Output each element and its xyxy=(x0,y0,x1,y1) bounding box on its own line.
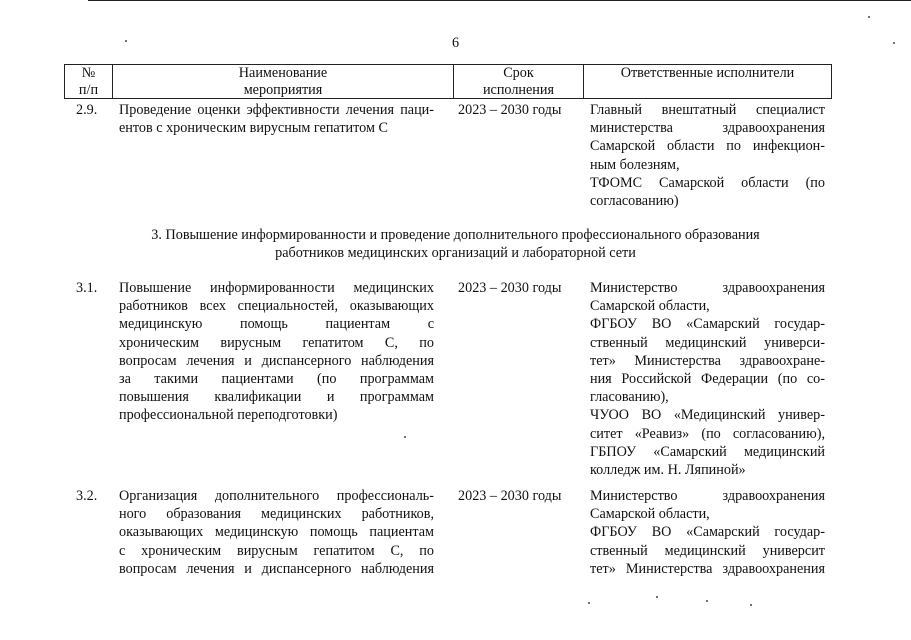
top-border-line xyxy=(88,0,911,1)
scan-speck xyxy=(868,16,870,18)
header-col-responsible: Ответственные исполнители xyxy=(584,65,832,99)
header-col-number: № п/п xyxy=(65,65,113,99)
row-number: 3.1. xyxy=(76,280,98,296)
row-activity-name: Повышение информированности медицинских работников всех специальностей, оказывающих медицинскую помощь пациентам с хроническим вирусным гепатитом С, по вопросам лечения и диспансерного наблюдения за такими пациентами (по программам повышения квалификации и программам профессиональной переподготовки) xyxy=(119,280,434,424)
row-term: 2023 – 2030 годы xyxy=(458,102,562,118)
row-responsible: Министерство здравоохранения Самарской области, ФГБОУ ВО «Самарский государ- ственный медицинский универси- тет» Министерства здравоохране- ния Российской Федерации (по со- гласованию), ЧУОО ВО «Медицинский универ- ситет «Реавиз» (по согласованию), ГБПОУ «Самарский медицинский колледж им. Н. Ляпиной» xyxy=(590,280,825,478)
table-header xyxy=(64,64,832,99)
scan-speck xyxy=(750,604,752,606)
scan-speck xyxy=(656,596,658,598)
row-activity-name: Проведение оценки эффективности лечения паци- ентов с хроническим вирусным гепатитом С xyxy=(119,102,434,137)
row-responsible: Министерство здравоохранения Самарской области, ФГБОУ ВО «Самарский государ- ственный медицинский университ тет» Министерства здравоохранения xyxy=(590,488,825,577)
row-activity-name: Организация дополнительного профессиональ- ного образования медицинских работников, оказывающих медицинскую помощь пациентам с хроническим вирусным гепатитом С, по вопросам лечения и диспансерного наблюдения xyxy=(119,488,434,577)
section-title: 3. Повышение информированности и проведение дополнительного профессионального образования работников медицинских организаций и лабораторной сети xyxy=(151,227,760,262)
scan-speck xyxy=(706,600,708,602)
scan-speck xyxy=(404,436,406,438)
header-col-name: Наименование мероприятия xyxy=(113,65,454,99)
scan-speck xyxy=(588,602,590,604)
row-term: 2023 – 2030 годы xyxy=(458,488,562,504)
row-responsible: Главный внештатный специалист министерства здравоохранения Самарской области по инфекцион- ным болезням, ТФОМС Самарской области (по согласованию) xyxy=(590,102,825,209)
row-number: 2.9. xyxy=(76,102,98,118)
page-number: 6 xyxy=(451,35,460,51)
row-number: 3.2. xyxy=(76,488,98,504)
row-term: 2023 – 2030 годы xyxy=(458,280,562,296)
header-col-term: Срок исполнения xyxy=(454,65,584,99)
